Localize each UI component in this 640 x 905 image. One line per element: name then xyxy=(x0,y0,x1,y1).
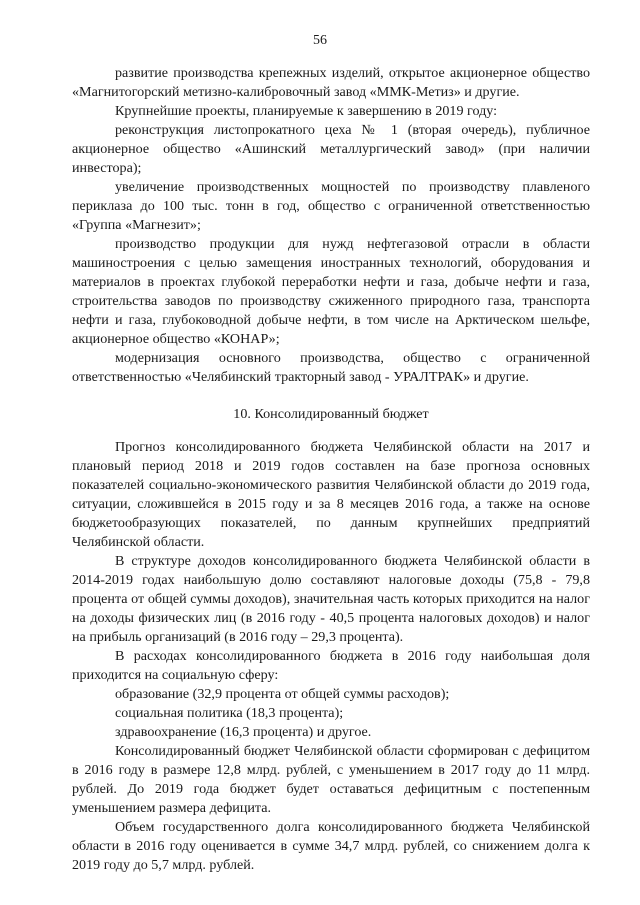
paragraph-metiz: развитие производства крепежных изделий, открытое акционерное общество «Магнитогорский метизно-калибровочный завод «ММК-Метиз» и другие. xyxy=(72,65,590,100)
paragraph-konar: производство продукции для нужд нефтегазовой отрасли в области машиностроения с целью замещения иностранных технологий, оборудования и материалов в проектах глубокой переработки нефти и газа, добыче нефти и газа, строительства заводов по производству сжиженного природного газа, транспорта нефти и газа, глубоководной добыче нефти, в том числе на Арктическом шельфе, акционерное общество «КОНАР»; xyxy=(72,236,590,347)
paragraph-uraltrak: модернизация основного производства, общество с ограниченной ответственностью «Челябинский тракторный завод - УРАЛТРАК» и другие. xyxy=(72,350,590,385)
list-item-social-policy: социальная политика (18,3 процента); xyxy=(115,705,344,721)
paragraph-deficit: Консолидированный бюджет Челябинской области сформирован с дефицитом в 2016 году в размере 12,8 млрд. рублей, с уменьшением в 2017 году до 11 млрд. рублей. До 2019 года бюджет будет оставаться дефицитным с постепенным уменьшением размера дефицита. xyxy=(72,743,590,816)
paragraph-projects-2019: Крупнейшие проекты, планируемые к завершению в 2019 году: xyxy=(115,103,498,119)
paragraph-state-debt: Объем государственного долга консолидированного бюджета Челябинской области в 2016 году оценивается в сумме 34,7 млрд. рублей, со снижением долга к 2019 году до 5,7 млрд. рублей. xyxy=(72,819,590,873)
page-number: 56 xyxy=(313,33,327,48)
paragraph-asha-plant: реконструкция листопрокатного цеха № 1 (вторая очередь), публичное акционерное общество «Ашинский металлургический завод» (при наличии инвестора); xyxy=(72,122,590,176)
paragraph-budget-forecast: Прогноз консолидированного бюджета Челябинской области на 2017 и плановый период 2018 и 2019 годов составлен на базе прогноза основных показателей социально-экономического развития Челябинской области до 2019 года, ситуации, сложившейся в 2015 году и за 8 месяцев 2016 года, а также на основе бюджетообразующих показателей, по данным крупнейших предприятий Челябинской области. xyxy=(72,439,590,550)
paragraph-revenue-structure: В структуре доходов консолидированного бюджета Челябинской области в 2014-2019 годах наибольшую долю составляют налоговые доходы (75,8 - 79,8 процента от общей суммы доходов), значительная часть которых приходится на налог на доходы физических лиц (в 2016 году - 40,5 процента налоговых доходов) и налог на прибыль организаций (в 2016 году – 29,3 процента). xyxy=(72,553,590,645)
paragraph-magnezit: увеличение производственных мощностей по производству плавленого периклаза до 100 тыс. тонн в год, общество с ограниченной ответственностью «Группа «Магнезит»; xyxy=(72,179,590,233)
paragraph-expenditures: В расходах консолидированного бюджета в 2016 году наибольшая доля приходится на социальную сферу: xyxy=(72,648,590,683)
section-heading-consolidated-budget: 10. Консолидированный бюджет xyxy=(233,406,429,422)
list-item-education: образование (32,9 процента от общей суммы расходов); xyxy=(115,686,450,702)
document-body xyxy=(72,64,590,875)
list-item-healthcare: здравоохранение (16,3 процента) и другое. xyxy=(115,724,372,740)
